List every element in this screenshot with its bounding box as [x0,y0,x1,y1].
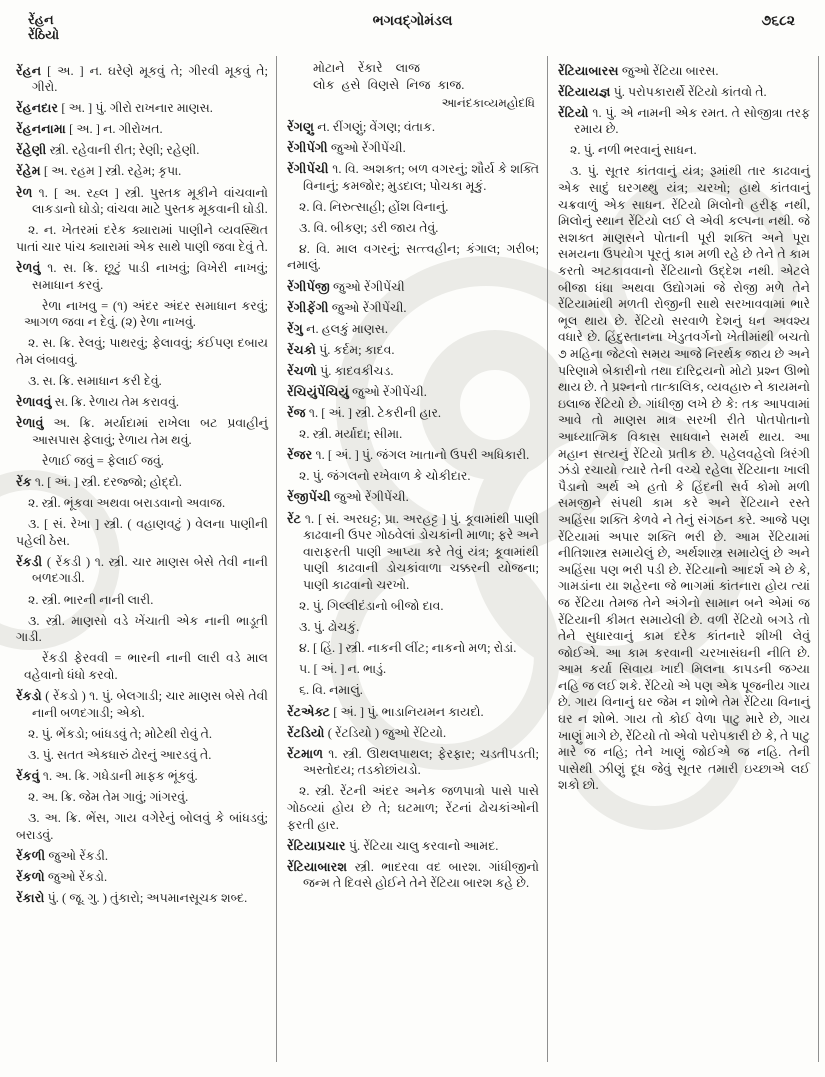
dict-entry: રેંજ ૧. [ અં. ] સ્ત્રી. ટેકરીની હાર. [287,406,442,421]
dict-sense: ૩. પું. સતત એકધારું ઢોરનું આરડવું તે. [28,747,212,762]
headword: રેંગીપેંચી [287,161,329,176]
dict-entry: રેંગુ ન. હલકું માણસ. [287,321,389,336]
headword: રેંટ [287,511,302,526]
headword: રેંગણુ [287,119,315,134]
dict-entry: રેળવું ૧. સ. ક્રિ. છૂટું પાડી નાખવું; વિખેરી નાખવું; સમાધાન કરવું. [16,260,268,292]
dict-sense: ૨. સ્ત્રી. ભૂંકવા અથવા બરાડવાનો અવાજ. [28,496,226,511]
dict-sense: ૩. સ. ક્રિ. સમાધાન કરી દેવું. [28,374,162,388]
headword: રેંહનનામા [16,122,66,137]
headword: રેંટિયાબારસ [558,63,619,78]
headword: રેંહેમ [16,164,41,179]
headword: રેંટિયાપ્રચાર [287,838,346,853]
headword: રેંહન [16,63,42,78]
headword: રેળાવવું [16,395,52,410]
headword: રેંકડો [16,689,42,703]
headword: રેંકારો [16,890,45,905]
dict-sense: ૩. પું. ઢોચકું. [299,620,360,635]
page-header [0,0,825,56]
headword: રેળાવું [16,416,44,431]
guide-word-bottom: રેંઠિયો [28,27,60,42]
dict-sense: ૩. પું. સૂતર કાંતવાનું યંત્ર; રૂમાંથી તાર કાઢવાનું એક સાદું ઘરગથ્થુ યંત્ર; ચરખો; હાથે કાંતવાનું ચક્રવાળું એક સાધન. રેંટિયો મિલોનો હરીફ નથી, મિલોનું સ્થાન રેંટિયો લઈ લે એવી કલ્પના નથી. જે સશક્ત માણસને પોતાની પૂરી શક્તિ અને પૂરા સમયના ઉપયોગ પૂરતું કામ મળી રહે છે તેને તે કામ કરતો અટકાવવાનો રેંટિયાનો ઉદ્દેશ નથી. એટલે બીજા ધંધા અથવા ઉદ્યોગમાં જે રોજી મળે તેને રેંટિયામાંથી મળતી રોજીની સાથે સરખાવવામાં ભારે ભૂલ થાય છે. રેંટિયો સરવાળે દેશનું ધન અવશ્ય વધારે છે. હિંદુસ્તાનના ખેડુતવર્ગનો ખેતીમાંથી બચતો ૭ મહિના જેટલો સમય આજે નિરર્થક જાય છે અને પરિણામે બેકારીનો તથા દારિદ્રયનો મોટો પ્રશ્ન ઊભો થાય છે. તે પ્રશ્નનો તાત્કાલિક, વ્યવહારુ ને કાયમનો ઇલાજ રેંટિયો છે. ગાંધીજી લખે છે કે: તક આપવામાં આવે તો માણસ માત્ર સરખી રીતે પોતપોતાનો આધ્યાત્મિક વિકાસ સાધવાને સમર્થ થાય. આ મહાન સત્યનું રેંટિયો પ્રતીક છે. પહેલવહેલો ત્રિરંગી ઝંડો રચાયો ત્યારે તેની વચ્ચે રહેલા રેંટિયાના ખાલી પૈડાનો અર્થ એ હતો કે હિંદની સર્વ કોમો મળી સમજીને સંપથી કામ કરે અને રેંટિયાને રસ્તે અહિંસા શક્તિ કેળવે ને તેનું સંગઠન કરે. આજે પણ રેંટિયામાં અપાર શક્તિ ભરી છે. આમ રેંટિયામાં નીતિશાસ્ત્ર સમાયેલું છે, અર્થશાસ્ત્ર સમાયેલું છે અને અહિંસા પણ ભરી પડી છે. રેંટિયાનો આદર્શ એ છે કે, ગામડાંના યા શહેરના જે ભાગમાં કાંતનારા હોય ત્યાં જ રેંટિયા તેમજ તેને અંગેનો સામાન બને એમાં જ રેંટિયાની કીમત સમાયેલી છે. વળી રેંટિયો બગડે તો તેને સુધારવાનું કામ દરેક કાંતનારે શીખી લેવું જોઈએ. આ કામ કરવાની ચરખાસંઘની નીતિ છે. આમ કર્યા સિવાય ખાદી મિલના કાપડની જગ્યા નહિ જ લઈ શકે. રેંટિયો એ પણ એક પૂજનીય ગાય છે. ગાય વિનાનું ઘર જેમ ન શોભે તેમ રેંટિયા વિનાનું ઘર ન શોભે. ગાય તો કોઈ વેળા પાટુ મારે છે, ગાય ખાણું માગે છે, રેંટિયો તો એવો પરોપકારી છે કે, તે પાટુ મારે જ નહિ; તેને ખાણું જોઈએ જ નહિ. તેની પાસેથી ઝીણું દૂધ જેવું સૂતર તમારી ઇચ્છાએ લઈ શકો છો. [558,164,810,793]
dict-sense: ૨. વિ. નિરુત્સાહી; હોંશ વિનાનું. [299,199,449,214]
headword: રેંજર [287,448,313,463]
dict-entry: રેળાવું અ. ક્રિ. મર્યાદામાં રાખેલા બટ પ્રવાહીનું આસપાસ ફેલાવું; રેળાય તેમ થવું. [16,416,268,447]
verse-line: લોક હસે વિણસે નિજ કાજ. [313,77,465,92]
headword: રેંટએક્ટ [287,704,331,719]
headword: રેંટિયાબારશ [287,859,348,874]
dict-sense: ૫. [ અં. ] ન. ભાડું. [299,662,387,677]
dict-sense: ૨. પું. ભેંકડો; બાંધડવું તે; મોટેથી રોવું તે. [28,726,213,741]
verse-quote [287,60,539,112]
dict-entry: રેંગણુ ન. રીંગણું; વેંગણ; વંતાક. [287,119,435,134]
dict-entry: રેંટ ૧. [ સં. અરઘટ્ટ; પ્રા. અરહટ્ટ ] પું. કૂવામાંથી પાણી કાઢવાની ઉપર ગોઠવેલાં ડોચકાંની માળા; ફરે અને વારાફરતી પાણી આપ્યા કરે તેવું યંત્ર; કૂવામાંથી પાણી કાઢવાની ડોચકાંવાળા ચક્કરની યોજના; પાણી કાઢવાનો ચરખો. [287,511,539,592]
headword: રેંગુ [287,321,303,336]
dict-entry: રેંક ૧. [ અં. ] સ્ત્રી. દરજ્જો; હોદ્દો. [16,474,182,489]
headword: રેંગીફેંગી [287,300,329,315]
dict-entry: રેંટએક્ટ [ અં. ] પું. ભાડાનિયમન કાયદો. [287,704,484,719]
verse-attribution: આનંદકાવ્યમહોદધિ [441,96,535,111]
dict-entry: રેંકડી ( રેંકડી ) ૧. સ્ત્રી. ચાર માણસ બેસે તેવી નાની બળદગાડી. [16,554,268,586]
dict-entry: રેંજર ૧. [ અં. ] પું. જંગલ ખાતાનો ઉપરી અધિકારી. [287,448,530,463]
dict-sense: ૩. [ સં. રેખા ] સ્ત્રી. ( વહાણવટું ) વેલના પાણીની પહેલી ઠેસ. [16,517,268,548]
dict-entry: રેંગીપેંજી જુઓ રેંગીપેંચી [287,279,405,294]
dict-entry: રેંહેણી સ્ત્રી. રહેવાની રીત; રેણી; રહેણી. [16,143,200,158]
headword: રેંકળી [16,848,46,863]
column-2 [277,56,548,1062]
dict-entry: રેંકડો ( રેંકડો ) ૧. પું. બેલગાડી; ચાર માણસ બેસે તેવી નાની બળદગાડી; એકો. [16,689,268,720]
headword: રેંકડી [16,554,43,569]
dict-entry: રેંહનદાર [ અ. ] પું. ગીરો રાખનાર માણસ. [16,101,213,116]
dict-entry: રેળાવવું સ. ક્રિ. રેળાય તેમ કરાવવું. [16,395,179,410]
headword: રેંગીપેંજી [287,279,330,294]
dict-sense: ૪. [ હિં. ] સ્ત્રી. નાકની લીંટ; નાકનો મળ; રોડાં. [299,641,517,656]
headword: રેંટિયાયજ્ઞ [558,84,611,99]
dict-entry: રેંટમાળ ૧. સ્ત્રી. ઊથલપાથલ; ફેરફાર; ચડતીપડતી; અસ્તોદય; તડકોછાંયડો. [287,746,539,778]
dict-entry: રેંગીફેંગી જુઓ રેંગીપેંચી. [287,300,407,315]
dict-idiom: રેંકડી ફેરવવી = ભારની નાની લારી વડે માલ વહેવાનો ધંધો કરવો. [24,651,268,682]
headword: રેંજ [287,406,306,421]
headword: રેળ [16,185,33,200]
column-3 [548,56,819,1062]
headword: રેંગીપેંગી [287,140,328,155]
dict-entry: રેંટિયાબારશ સ્ત્રી. ભાદરવા વદ બારશ. ગાંધીજીનો જન્મ તે દિવસે હોઈને તેને રેંટિયા બારશ કહે છે. [287,859,539,891]
headword: રેંક [16,474,32,489]
dict-sense: ૩. સ્ત્રી. માણસો વડે ખેંચાતી એક નાની ભાડૂતી ગાડી. [16,613,268,645]
dict-entry: રેંચકો પું. કર્દમ; કાદવ. [287,342,395,357]
dict-entry: રેંટડિયો ( રેંટડિયો ) જુઓ રેંટિયો. [287,725,447,740]
dict-entry: રેંટિયાબારસ જુઓ રેંટિયા બારસ. [558,63,719,78]
guide-word-top: રેંહન [28,12,54,27]
dict-sense: ૨. ન. ખેતરમાં દરેક ક્યારામાં પાણીને વ્યવસ્થિત પાતાં ચાર પાંચ ક્યારામાં એક સાથે પાણી જવા દેવું તે. [16,223,268,254]
dict-entry: રેંજીપેંચી જુઓ રેંગીપેંચી. [287,490,409,505]
dict-entry: રેંટિયો ૧. પું. એ નામની એક રમત. તે સોજીત્રા તરફ રમાય છે. [558,105,810,137]
headword: રેંહેણી [16,143,47,158]
dict-entry: રેંગીપેંચી ૧. વિ. અશક્ત; બળ વગરનું; શૌર્ય કે શક્તિ વિનાનું; કમજોર; મુડદાલ; પોચકા મૂકું. [287,161,539,193]
dict-sense: ૨. સ્ત્રી. મર્યાદા; સીમા. [299,427,403,442]
dict-sense: ૨. સ. ક્રિ. રેલવું; પાથરવું; ફેલાવવું; કંઈપણ દબાય તેમ લંબાવવું. [16,336,268,367]
book-title: ભગવદ્ગોમંડલ [372,14,453,29]
dict-sense: ૩. અ. ક્રિ. ભેંસ, ગાય વગેરેનું બોલવું કે બાંધડવું; બરાડવું. [16,811,268,842]
dict-entry: રેંકળી જુઓ રેંકડી. [16,848,109,863]
dict-sense: ૪. વિ. માલ વગરનું; સત્ત્વહીન; કંગાલ; ગરીબ; નમાલું. [287,241,539,273]
dict-entry: રેંહેમ [ અ. રહમ ] સ્ત્રી. રહેમ; કૃપા. [16,164,182,179]
dict-sense: ૨. અ. ક્રિ. જેમ તેમ ગાવું; ગાંગરવું. [28,789,189,804]
dict-entry: રેંટિયાપ્રચાર પું. રેંટિયા ચાલુ કરવાનો આમદ. [287,838,499,853]
headword: રેંચિયુંપેંચિયું [287,385,349,399]
dict-sense: ૩. વિ. બીકણ; ડરી જાય તેવું. [299,220,439,235]
dict-sense: ૨. સ્ત્રી. ભારની નાની લારી. [28,592,154,607]
dictionary-columns [6,56,819,1062]
headword: રેંકવું [16,768,40,783]
headword: રેંટિયો [558,105,589,120]
dict-sense: ૬. વિ. નમાલું. [299,683,363,698]
dict-entry: રેંચળો પું. કાદવકીચડ. [287,363,394,378]
dict-entry: રેંહનનામા [ અ. ] ન. ગીરોખત. [16,122,163,137]
dict-entry: રેંહન [ અ. ] ન. ઘરેણે મૂકવું તે; ગીરવી મૂકવું તે; ગીરો. [16,63,268,95]
headword: રેળવું [16,260,41,275]
dict-entry: રેંકારો પું. ( જૂ. ગુ. ) તુંકારો; અપમાનસૂચક શબ્દ. [16,890,248,905]
headword: રેંકળો [16,869,45,884]
headword: રેંટડિયો [287,725,325,740]
column-1 [6,56,277,1062]
dict-idiom: રેળાઈ જવું = ફેલાઈ જવું. [42,453,164,468]
headword: રેંચળો [287,363,317,378]
dict-idiom: રેળા નાખવુ = (૧) અંદર અંદર સમાધાન કરવું; આગળ જવા ન દેવું. (૨) રેળા નાખવું. [24,298,268,330]
page-number: ૭૬૮૨ [761,14,795,29]
headword: રેંટમાળ [287,746,324,761]
dict-entry: રેંકવું ૧. અ. ક્રિ. ગધેડાની માફક ભૂંકવું. [16,768,198,783]
dict-entry: રેંગીપેંગી જુઓ રેંગીપેંચી. [287,140,406,155]
headword: રેંજીપેંચી [287,490,331,505]
dict-entry: રેંચિયુંપેંચિયું જુઓ રેંગીપેંચી. [287,385,427,399]
dict-entry: રેંકળો જુઓ રેંકડો. [16,869,108,884]
headword: રેંહનદાર [16,101,59,116]
dict-sense: ૨. પું. નળી ભરવાનું સાધન. [570,143,697,158]
dict-sense: ૨. પું. ગિલ્લીદંડાનો બીજો દાવ. [299,599,444,614]
verse-line: મોટાને રેંકારે લાજ [313,61,421,75]
dict-entry: રેંટિયાયજ્ઞ પું. પરોપકારાર્થે રેંટિયો કાંતવો તે. [558,84,767,99]
dict-sense: ૨. સ્ત્રી. રેંટની અંદર અનેક જળપાત્રો પાસે પાસે ગોઠવ્યાં હોય છે તે; ઘટમાળ; રેંટનાં ઢોચકાંઓની ફરતી હાર. [287,784,539,832]
dict-entry: રેળ ૧. [ અ. રહ્લ ] સ્ત્રી. પુસ્તક મૂકીને વાંચવાનો લાકડાનો ઘોડો; વાંચવા માટે પુસ્તક મૂકવાની ઘોડી. [16,185,268,217]
dict-sense: ૨. પું. જંગલનો રખેવાળ કે ચોકીદાર. [299,469,471,484]
headword: રેંચકો [287,342,317,357]
